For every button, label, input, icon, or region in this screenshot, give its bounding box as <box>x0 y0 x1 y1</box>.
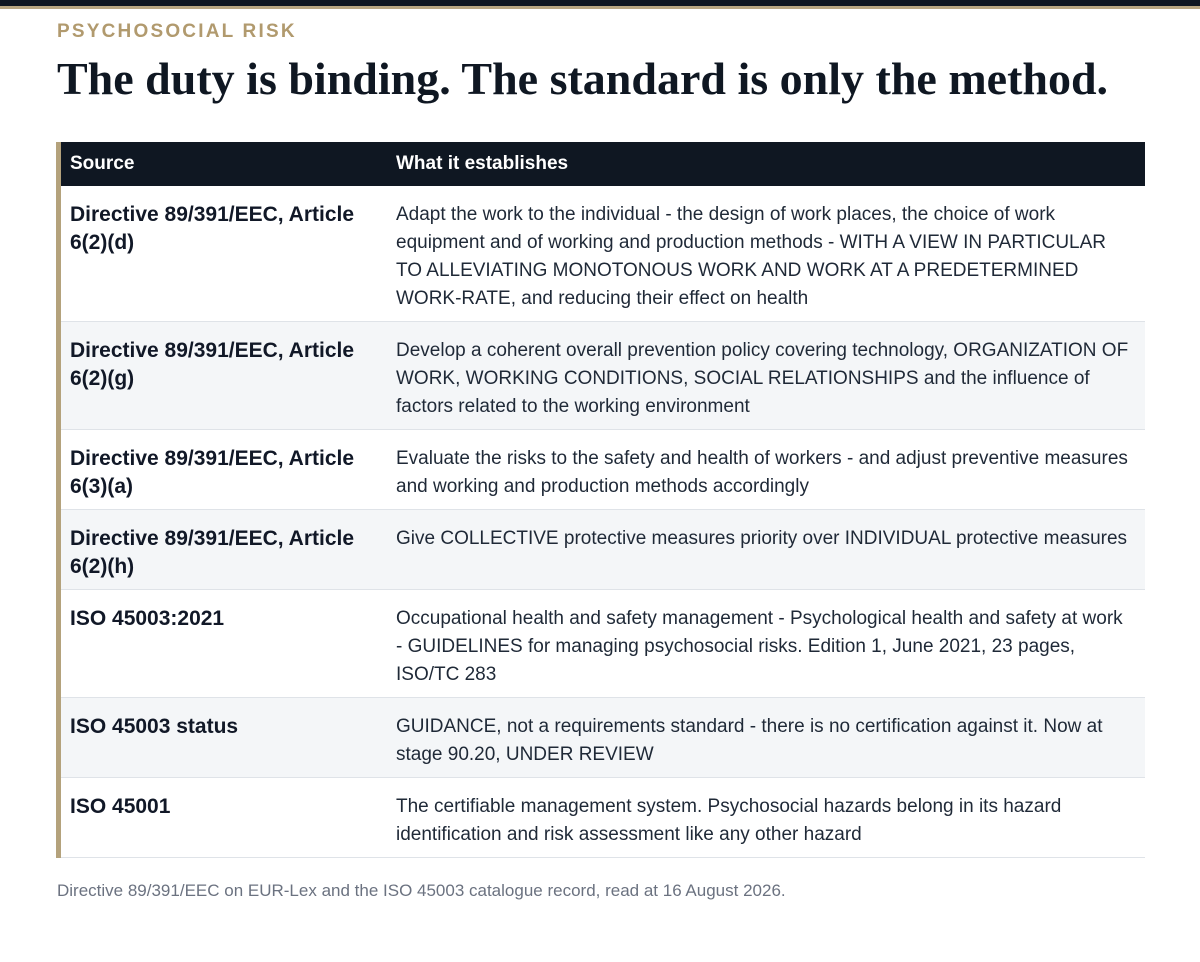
table-row <box>61 186 1145 322</box>
top-rule-accent <box>0 6 1200 9</box>
table-header <box>61 142 1145 186</box>
establishes-cell: Occupational health and safety management - Psychological health and safety at work - GUIDELINES for managing psychosocial risks. Edition 1, June 2021, 23 pages, ISO/TC 283 <box>387 590 1145 698</box>
establishes-cell: Give COLLECTIVE protective measures priority over INDIVIDUAL protective measures <box>387 510 1145 590</box>
source-footnote: Directive 89/391/EEC on EUR-Lex and the ISO 45003 catalogue record, read at 16 August 2026. <box>57 881 786 900</box>
establishes-cell: GUIDANCE, not a requirements standard - there is no certification against it. Now at stage 90.20, UNDER REVIEW <box>387 698 1145 778</box>
establishes-cell: Adapt the work to the individual - the design of work places, the choice of work equipment and of working and production methods - WITH A VIEW IN PARTICULAR TO ALLEVIATING MONOTONOUS WORK AND WORK AT A PREDETERMINED WORK-RATE, and reducing their effect on health <box>387 186 1145 322</box>
column-header-source: Source <box>61 142 387 186</box>
source-cell: Directive 89/391/EEC, Article 6(2)(d) <box>61 186 387 322</box>
sources-table-container <box>56 142 1145 858</box>
source-cell: Directive 89/391/EEC, Article 6(2)(h) <box>61 510 387 590</box>
table-row <box>61 510 1145 590</box>
table-row <box>61 698 1145 778</box>
source-cell: ISO 45003 status <box>61 698 387 778</box>
source-cell: Directive 89/391/EEC, Article 6(3)(a) <box>61 430 387 510</box>
table-row <box>61 322 1145 430</box>
sources-table <box>61 142 1145 858</box>
table-row <box>61 778 1145 858</box>
source-cell: ISO 45001 <box>61 778 387 858</box>
table-row <box>61 430 1145 510</box>
establishes-cell: The certifiable management system. Psychosocial hazards belong in its hazard identification and risk assessment like any other hazard <box>387 778 1145 858</box>
section-eyebrow: PSYCHOSOCIAL RISK <box>57 21 297 42</box>
column-header-establishes: What it establishes <box>387 142 1145 186</box>
source-cell: ISO 45003:2021 <box>61 590 387 698</box>
source-cell: Directive 89/391/EEC, Article 6(2)(g) <box>61 322 387 430</box>
establishes-cell: Develop a coherent overall prevention policy covering technology, ORGANIZATION OF WORK, WORKING CONDITIONS, SOCIAL RELATIONSHIPS and the influence of factors related to the working environment <box>387 322 1145 430</box>
page-title: The duty is binding. The standard is only the method. <box>57 53 1109 104</box>
establishes-cell: Evaluate the risks to the safety and health of workers - and adjust preventive measures and working and production methods accordingly <box>387 430 1145 510</box>
table-header-row <box>61 142 1145 186</box>
table-row <box>61 590 1145 698</box>
table-body <box>61 186 1145 858</box>
